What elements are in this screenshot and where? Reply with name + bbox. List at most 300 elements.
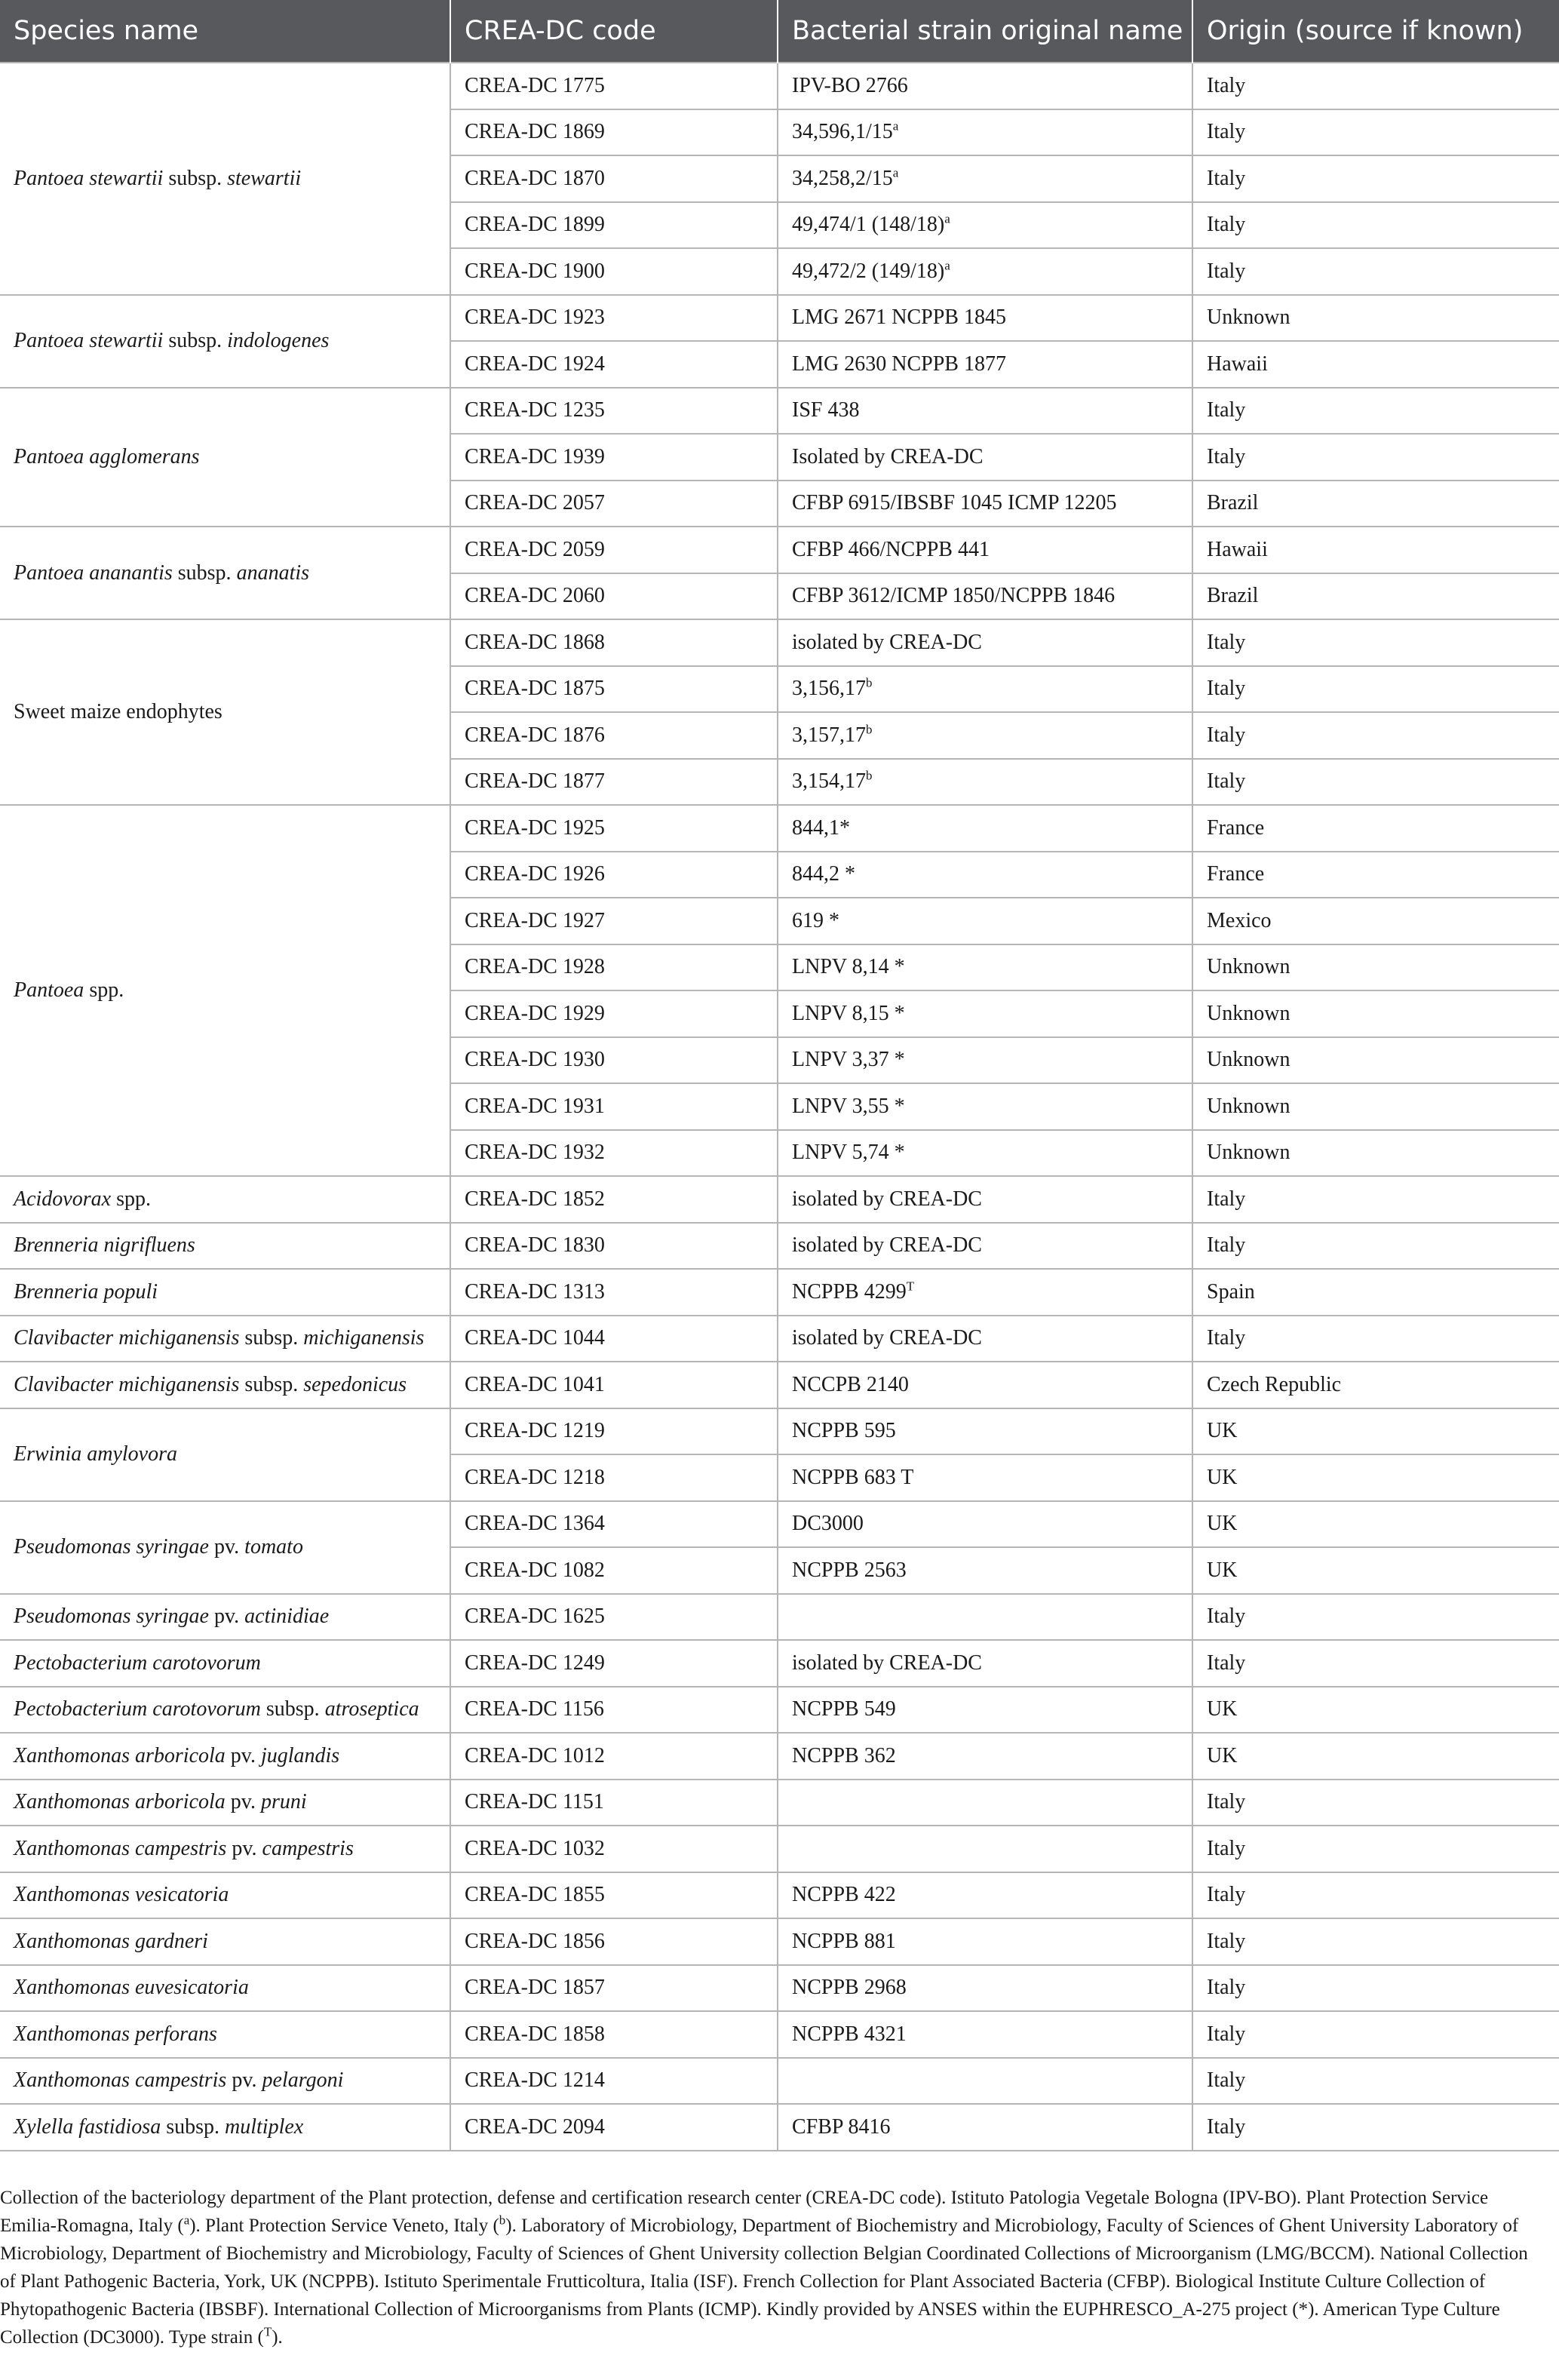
origin-cell: France (1192, 805, 1559, 852)
table-row (0, 1965, 1559, 2012)
origin-cell: Italy (1192, 63, 1559, 109)
origin-cell: Italy (1192, 248, 1559, 295)
origin-cell: UK (1192, 1687, 1559, 1734)
table-row (0, 63, 1559, 109)
strain-name-cell (778, 573, 1192, 620)
origin-cell: Italy (1192, 1316, 1559, 1362)
crea-dc-code-cell: CREA-DC 1855 (450, 1872, 778, 1919)
crea-dc-code-cell: CREA-DC 1012 (450, 1733, 778, 1780)
origin-cell: Italy (1192, 619, 1559, 666)
crea-dc-code-cell: CREA-DC 1930 (450, 1037, 778, 1084)
strain-name-cell (778, 1454, 1192, 1501)
strain-name-cell (778, 1037, 1192, 1084)
species-name-part: Pectobacterium carotovorum (14, 1651, 261, 1675)
strain-name-text: NCPPB 683 T (792, 1465, 914, 1489)
crea-dc-code-cell: CREA-DC 1925 (450, 805, 778, 852)
origin-cell: Unknown (1192, 944, 1559, 991)
origin-cell: UK (1192, 1547, 1559, 1594)
strain-name-cell (778, 109, 1192, 156)
strain-name-text: NCPPB 4299 (792, 1279, 907, 1304)
strain-name-text: 844,1* (792, 815, 850, 840)
strain-name-cell (778, 155, 1192, 202)
crea-dc-code-cell: CREA-DC 2059 (450, 527, 778, 573)
species-name-part: subsp. (161, 2114, 226, 2139)
crea-dc-code-cell: CREA-DC 1876 (450, 712, 778, 759)
strain-name-cell (778, 1918, 1192, 1965)
strain-name-text: CFBP 466/NCPPB 441 (792, 537, 990, 561)
strain-name-text: LMG 2630 NCPPB 1877 (792, 352, 1006, 376)
origin-cell: France (1192, 852, 1559, 898)
strain-name-cell (778, 990, 1192, 1037)
table-row (0, 295, 1559, 342)
species-name-part: Xanthomonas gardneri (14, 1929, 208, 1953)
crea-dc-code-cell: CREA-DC 2057 (450, 481, 778, 527)
species-name-cell (0, 1223, 450, 1270)
strain-name-cell (778, 202, 1192, 249)
species-name-cell (0, 388, 450, 527)
species-name-part: Acidovorax (14, 1187, 112, 1211)
species-name-cell (0, 1640, 450, 1687)
origin-cell: Unknown (1192, 1130, 1559, 1177)
strain-name-text: 3,156,17 (792, 677, 866, 701)
strain-name-text: NCPPB 2968 (792, 1976, 907, 2000)
strain-name-text: isolated by CREA-DC (792, 1233, 982, 1258)
strain-name-cell (778, 1965, 1192, 2012)
origin-cell: Unknown (1192, 990, 1559, 1037)
species-name-part: Xanthomonas euvesicatoria (14, 1976, 249, 2000)
strain-name-text: ISF 438 (792, 398, 860, 422)
species-name-part: Clavibacter michiganensis (14, 1372, 240, 1396)
strain-name-text: 34,258,2/15 (792, 166, 893, 190)
origin-cell: Italy (1192, 2104, 1559, 2151)
table-row (0, 805, 1559, 852)
table-body (0, 63, 1559, 2151)
origin-cell: Brazil (1192, 573, 1559, 620)
origin-cell: Italy (1192, 1176, 1559, 1223)
strain-name-cell (778, 1826, 1192, 1872)
species-name-cell (0, 1872, 450, 1919)
strain-name-text: isolated by CREA-DC (792, 630, 982, 654)
species-name-cell (0, 1176, 450, 1223)
strain-name-cell (778, 852, 1192, 898)
strain-name-text: IPV-BO 2766 (792, 73, 908, 97)
crea-dc-code-cell: CREA-DC 1249 (450, 1640, 778, 1687)
origin-cell: Italy (1192, 388, 1559, 435)
footnote-marker: a (183, 2213, 190, 2228)
table-row (0, 1594, 1559, 1641)
origin-cell: Italy (1192, 1965, 1559, 2012)
species-name-part: ananatis (236, 560, 310, 585)
origin-cell: Italy (1192, 759, 1559, 806)
species-name-part: Pseudomonas syringae (14, 1535, 209, 1559)
origin-cell: Italy (1192, 2011, 1559, 2058)
table-row (0, 1408, 1559, 1455)
table-row (0, 1316, 1559, 1362)
strain-name-text: isolated by CREA-DC (792, 1326, 982, 1350)
species-name-part: Clavibacter michiganensis (14, 1326, 240, 1350)
species-name-part: Brenneria nigrifluens (14, 1233, 195, 1258)
crea-dc-code-cell: CREA-DC 1857 (450, 1965, 778, 2012)
species-name-part: actinidiae (244, 1605, 330, 1629)
table-row (0, 1872, 1559, 1919)
species-name-part: pv. (226, 2068, 262, 2093)
crea-dc-code-cell: CREA-DC 1939 (450, 434, 778, 481)
strain-name-text: 844,2 * (792, 862, 855, 886)
footnote-marker: a (892, 165, 899, 180)
species-name-cell (0, 1918, 450, 1965)
table-row (0, 1918, 1559, 1965)
species-name-cell (0, 1780, 450, 1826)
strain-name-text: isolated by CREA-DC (792, 1187, 982, 1211)
crea-dc-code-cell: CREA-DC 1856 (450, 1918, 778, 1965)
strain-name-text: NCPPB 362 (792, 1743, 896, 1767)
header-species-name: Species name (0, 0, 450, 63)
table-row (0, 1640, 1559, 1687)
species-name-cell (0, 1501, 450, 1594)
crea-dc-code-cell: CREA-DC 1875 (450, 666, 778, 713)
strain-name-cell (778, 805, 1192, 852)
table-row (0, 1362, 1559, 1408)
footnote-marker: b (866, 768, 873, 783)
table-row (0, 1269, 1559, 1316)
origin-cell: Spain (1192, 1269, 1559, 1316)
strain-name-cell (778, 1130, 1192, 1177)
strain-name-cell (778, 1362, 1192, 1408)
table-row (0, 1176, 1559, 1223)
crea-dc-code-cell: CREA-DC 1214 (450, 2058, 778, 2105)
crea-dc-code-cell: CREA-DC 1858 (450, 2011, 778, 2058)
footnote-marker: b (499, 2213, 506, 2228)
origin-cell: Italy (1192, 155, 1559, 202)
footnote-marker: b (866, 675, 873, 690)
origin-cell: Italy (1192, 1872, 1559, 1919)
strain-name-cell (778, 1594, 1192, 1641)
strain-name-cell (778, 1316, 1192, 1362)
species-name-part: multiplex (225, 2114, 304, 2139)
strain-name-text: 619 * (792, 908, 839, 932)
species-name-cell (0, 1316, 450, 1362)
strain-name-cell (778, 295, 1192, 342)
origin-cell: UK (1192, 1454, 1559, 1501)
crea-dc-code-cell: CREA-DC 1929 (450, 990, 778, 1037)
strain-name-text: 49,472/2 (149/18) (792, 259, 945, 283)
table-row (0, 1687, 1559, 1734)
species-name-cell (0, 2104, 450, 2151)
strain-name-text: 34,596,1/15 (792, 120, 893, 144)
strain-name-cell (778, 388, 1192, 435)
crea-dc-code-cell: CREA-DC 1928 (450, 944, 778, 991)
table-row (0, 527, 1559, 573)
species-name-cell (0, 295, 450, 388)
origin-cell: Italy (1192, 1640, 1559, 1687)
species-name-part: atroseptica (324, 1697, 419, 1721)
species-name-part: pv. (225, 1743, 261, 1767)
crea-dc-code-cell: CREA-DC 1870 (450, 155, 778, 202)
crea-dc-code-cell: CREA-DC 2094 (450, 2104, 778, 2151)
crea-dc-code-cell: CREA-DC 1235 (450, 388, 778, 435)
table-row (0, 388, 1559, 435)
crea-dc-code-cell: CREA-DC 1218 (450, 1454, 778, 1501)
strain-name-cell (778, 619, 1192, 666)
strain-name-cell (778, 1501, 1192, 1548)
header-row (0, 0, 1559, 63)
strain-name-cell (778, 481, 1192, 527)
species-name-part: subsp. (163, 166, 228, 190)
species-name-part: subsp. (172, 560, 237, 585)
crea-dc-code-cell: CREA-DC 1082 (450, 1547, 778, 1594)
strain-name-text: CFBP 8416 (792, 2114, 891, 2139)
crea-dc-code-cell: CREA-DC 1923 (450, 295, 778, 342)
crea-dc-code-cell: CREA-DC 1932 (450, 1130, 778, 1177)
strain-name-cell (778, 759, 1192, 806)
species-name-part: Pantoea stewartii (14, 166, 164, 190)
species-name-part: pv. (208, 1535, 245, 1559)
strain-name-text: Isolated by CREA-DC (792, 444, 984, 468)
crea-dc-code-cell: CREA-DC 2060 (450, 573, 778, 620)
strain-name-text: LNPV 5,74 * (792, 1141, 905, 1165)
strain-name-text: LNPV 8,14 * (792, 955, 905, 979)
strain-name-text: 49,474/1 (148/18) (792, 213, 945, 237)
header-origin: Origin (source if known) (1192, 0, 1559, 63)
strain-name-text: LNPV 3,37 * (792, 1048, 905, 1072)
strain-name-text: NCCPB 2140 (792, 1372, 909, 1396)
crea-dc-code-cell: CREA-DC 1041 (450, 1362, 778, 1408)
footnote-marker: T (906, 1279, 915, 1294)
species-name-cell (0, 805, 450, 1176)
table-row (0, 619, 1559, 666)
origin-cell: UK (1192, 1501, 1559, 1548)
strain-name-cell (778, 1640, 1192, 1687)
crea-dc-code-cell: CREA-DC 1032 (450, 1826, 778, 1872)
strain-name-cell (778, 666, 1192, 713)
origin-cell: Italy (1192, 1594, 1559, 1641)
species-name-part: pv. (225, 1790, 261, 1814)
origin-cell: Italy (1192, 1223, 1559, 1270)
crea-dc-code-cell: CREA-DC 1313 (450, 1269, 778, 1316)
species-name-cell (0, 1826, 450, 1872)
species-name-part: juglandis (260, 1743, 340, 1767)
strain-name-cell (778, 1780, 1192, 1826)
species-name-part: indologenes (227, 329, 330, 352)
strain-name-cell (778, 2058, 1192, 2105)
origin-cell: Hawaii (1192, 527, 1559, 573)
strain-name-cell (778, 1408, 1192, 1455)
species-name-cell (0, 1965, 450, 2012)
species-name-part: subsp. (163, 329, 228, 352)
species-name-part: Pantoea agglomerans (14, 444, 200, 468)
crea-dc-code-cell: CREA-DC 1625 (450, 1594, 778, 1641)
origin-cell: UK (1192, 1408, 1559, 1455)
strain-name-cell (778, 248, 1192, 295)
footnote-text: ). Plant Protection Service Veneto, Italy ( (189, 2216, 499, 2236)
species-name-part: Brenneria populi (14, 1279, 158, 1304)
strain-name-text: CFBP 3612/ICMP 1850/NCPPB 1846 (792, 584, 1116, 608)
table-row (0, 1501, 1559, 1548)
table-row (0, 2011, 1559, 2058)
footnote-marker: a (892, 118, 899, 134)
strain-name-text: 3,154,17 (792, 769, 866, 794)
species-name-cell (0, 2058, 450, 2105)
strain-name-cell (778, 2011, 1192, 2058)
species-name-cell (0, 1594, 450, 1641)
strain-name-cell (778, 63, 1192, 109)
species-name-part: subsp. (239, 1372, 304, 1396)
species-name-part: pv. (208, 1605, 245, 1629)
footnote-text: Collection of the bacteriology department of the Plant protection, defense and certification research center (CREA-DC code). Istituto Patologia Vegetale Bologna (IPV-BO). Plant Protection Service Emilia-Romagna, Italy ( (0, 2188, 1489, 2236)
strain-name-cell (778, 1269, 1192, 1316)
crea-dc-code-cell: CREA-DC 1899 (450, 202, 778, 249)
table-row (0, 2058, 1559, 2105)
footnote-marker: a (944, 258, 950, 273)
species-name-part: Erwinia amylovora (14, 1442, 177, 1466)
footnote-marker: b (866, 722, 873, 737)
species-name-part: Xanthomonas perforans (14, 2022, 217, 2046)
crea-dc-code-cell: CREA-DC 1044 (450, 1316, 778, 1362)
strain-name-text: NCPPB 2563 (792, 1558, 907, 1582)
table-header (0, 0, 1559, 63)
species-name-part: sepedonicus (303, 1372, 407, 1396)
species-name-part: spp. (84, 978, 124, 1002)
strain-name-text: LNPV 3,55 * (792, 1094, 905, 1118)
strain-name-text: NCPPB 881 (792, 1929, 896, 1953)
species-name-cell (0, 619, 450, 805)
strain-name-cell (778, 434, 1192, 481)
crea-dc-code-cell: CREA-DC 1924 (450, 341, 778, 388)
species-name-part: Xanthomonas vesicatoria (14, 1883, 229, 1907)
origin-cell: Italy (1192, 1826, 1559, 1872)
origin-cell: Unknown (1192, 1083, 1559, 1130)
strain-name-cell (778, 712, 1192, 759)
origin-cell: Unknown (1192, 295, 1559, 342)
table-row (0, 1733, 1559, 1780)
species-name-cell (0, 1408, 450, 1501)
species-name-part: Xanthomonas arboricola (14, 1790, 226, 1814)
crea-dc-code-cell: CREA-DC 1926 (450, 852, 778, 898)
species-name-part: Xanthomonas arboricola (14, 1743, 226, 1767)
strain-name-text: isolated by CREA-DC (792, 1651, 982, 1675)
origin-cell: Italy (1192, 109, 1559, 156)
origin-cell: Unknown (1192, 1037, 1559, 1084)
crea-dc-code-cell: CREA-DC 1868 (450, 619, 778, 666)
species-name-part: campestris (262, 1836, 354, 1860)
strain-name-cell (778, 1083, 1192, 1130)
crea-dc-code-cell: CREA-DC 1775 (450, 63, 778, 109)
species-name-part: michiganensis (303, 1326, 425, 1350)
footnote-text: ). (272, 2327, 283, 2348)
crea-dc-code-cell: CREA-DC 1852 (450, 1176, 778, 1223)
table-row (0, 2104, 1559, 2151)
header-crea-dc-code: CREA-DC code (450, 0, 778, 63)
crea-dc-code-cell: CREA-DC 1364 (450, 1501, 778, 1548)
species-name-cell (0, 1733, 450, 1780)
origin-cell: Hawaii (1192, 341, 1559, 388)
species-name-cell (0, 2011, 450, 2058)
table-row (0, 1826, 1559, 1872)
species-name-cell (0, 63, 450, 295)
header-bacterial-strain: Bacterial strain original name (778, 0, 1192, 63)
footnote-marker: a (944, 211, 950, 226)
table-row (0, 1780, 1559, 1826)
crea-dc-code-cell: CREA-DC 1869 (450, 109, 778, 156)
species-name-part: subsp. (260, 1697, 325, 1721)
species-name-cell (0, 1687, 450, 1734)
species-name-part: pv. (226, 1836, 262, 1860)
species-name-part: Pseudomonas syringae (14, 1605, 209, 1629)
strain-name-cell (778, 944, 1192, 991)
crea-dc-code-cell: CREA-DC 1156 (450, 1687, 778, 1734)
strain-name-text: DC3000 (792, 1512, 864, 1536)
strain-name-cell (778, 1687, 1192, 1734)
origin-cell: Mexico (1192, 898, 1559, 944)
strain-name-text: LNPV 8,15 * (792, 1001, 905, 1025)
strain-name-cell (778, 1176, 1192, 1223)
species-name-part: Sweet maize endophytes (14, 700, 222, 723)
crea-dc-code-cell: CREA-DC 1219 (450, 1408, 778, 1455)
origin-cell: UK (1192, 1733, 1559, 1780)
species-name-part: Xanthomonas campestris (14, 2068, 227, 2093)
strain-name-text: NCPPB 549 (792, 1697, 896, 1721)
species-name-part: subsp. (239, 1326, 304, 1350)
origin-cell: Italy (1192, 1918, 1559, 1965)
origin-cell: Brazil (1192, 481, 1559, 527)
strain-name-cell (778, 898, 1192, 944)
species-name-part: stewartii (227, 166, 302, 190)
strain-name-text: 3,157,17 (792, 723, 866, 747)
strain-name-cell (778, 527, 1192, 573)
species-name-part: Pantoea ananantis (14, 560, 173, 585)
species-name-part: tomato (244, 1535, 303, 1559)
strain-name-cell (778, 1223, 1192, 1270)
strain-name-cell (778, 2104, 1192, 2151)
species-name-cell (0, 1269, 450, 1316)
strain-name-text: NCPPB 422 (792, 1883, 896, 1907)
species-name-part: Xanthomonas campestris (14, 1836, 227, 1860)
strain-name-text: LMG 2671 NCPPB 1845 (792, 306, 1006, 330)
crea-dc-code-cell: CREA-DC 1877 (450, 759, 778, 806)
crea-dc-code-cell: CREA-DC 1151 (450, 1780, 778, 1826)
crea-dc-code-cell: CREA-DC 1927 (450, 898, 778, 944)
strain-name-cell (778, 1733, 1192, 1780)
origin-cell: Czech Republic (1192, 1362, 1559, 1408)
origin-cell: Italy (1192, 666, 1559, 713)
strain-name-cell (778, 1872, 1192, 1919)
strain-name-text: NCPPB 595 (792, 1419, 896, 1443)
species-name-part: pelargoni (262, 2068, 344, 2093)
strain-name-text: NCPPB 4321 (792, 2022, 907, 2046)
strain-name-cell (778, 341, 1192, 388)
table-row (0, 1223, 1559, 1270)
origin-cell: Italy (1192, 2058, 1559, 2105)
table-footnote (0, 2184, 1539, 2351)
species-name-cell (0, 1362, 450, 1408)
origin-cell: Italy (1192, 202, 1559, 249)
species-name-part: spp. (111, 1187, 151, 1211)
crea-dc-code-cell: CREA-DC 1830 (450, 1223, 778, 1270)
origin-cell: Italy (1192, 434, 1559, 481)
crea-dc-code-cell: CREA-DC 1900 (450, 248, 778, 295)
species-name-part: Pantoea (14, 978, 84, 1002)
strain-name-text: CFBP 6915/IBSBF 1045 ICMP 12205 (792, 491, 1117, 515)
footnote-marker: T (263, 2324, 272, 2339)
species-name-part: Pantoea stewartii (14, 329, 164, 352)
species-name-part: Xylella fastidiosa (14, 2114, 161, 2139)
species-name-cell (0, 527, 450, 619)
crea-dc-code-cell: CREA-DC 1931 (450, 1083, 778, 1130)
origin-cell: Italy (1192, 1780, 1559, 1826)
species-name-part: Pectobacterium carotovorum (14, 1697, 261, 1721)
footnote-text: ). Laboratory of Microbiology, Department of Biochemistry and Microbiology, Faculty of Sciences of Ghent University Laboratory of Microbiology, Department of Biochemistry and Microbiology, Faculty of Sciences of Ghent University collection Belgian Coordinated Collections of Microorganism (LMG/BCCM). National Collection of Plant Pathogenic Bacteria, York, UK (NCPPB). Istituto Sperimentale Frutticoltura, Italia (ISF). French Collection for Plant Associated Bacteria (CFBP). Biological Institute Culture Collection of Phytopathogenic Bacteria (IBSBF). International Collection of Microorganisms from Plants (ICMP). Kindly provided by ANSES within the EUPHRESCO_A-275 project (*). American Type Culture Collection (DC3000). Type strain ( (0, 2216, 1528, 2348)
origin-cell: Italy (1192, 712, 1559, 759)
